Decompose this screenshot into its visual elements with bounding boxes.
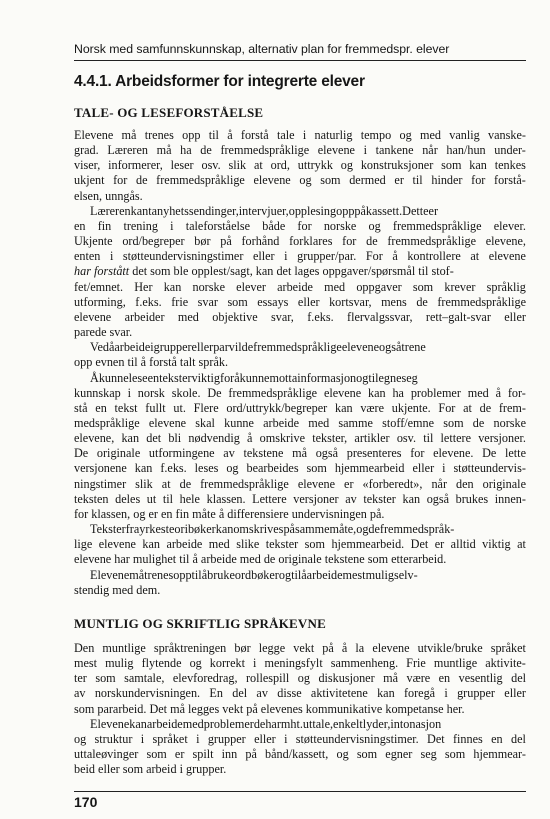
text-line: parede svar. (74, 325, 133, 340)
text-fragment: det som ble opplest/sagt, kan det lages oppgaver/spørsmål til stof- (132, 264, 454, 279)
text-line: medspråklige elevene skal kunne arbeide med samme stoff/emne som de norske (74, 415, 526, 430)
text-line: Elevene må trenes opp til å forstå tale i naturlig tempo og med vanlig vanske- (74, 128, 526, 142)
text-line: versjonene kan f.eks. leses og bearbeides som hjemmearbeid eller i støtteundervis- (74, 461, 526, 476)
text-line: utforming, f.eks. frie svar som essays eller kortsvar, mens de fremmedspråklige (74, 294, 526, 309)
text-line: grad. Læreren må ha de fremmedspråklige elevene i tankene når han/hun under- (74, 143, 526, 158)
text-line: ningstimer slik at de fremmedspråklige elevene er «forberedt», når den originale (74, 476, 526, 491)
text-line: beid eller som arbeid i grupper. (74, 762, 227, 777)
running-head: Norsk med samfunnskunnskap, alternativ plan for fremmedspr. elever (74, 42, 450, 56)
text-line: kunnskap i norsk skole. De fremmedspråklige elevene kan ha problemer med å for- (74, 385, 526, 400)
text-line: Åkunneleseenteksterviktigforåkunnemottainformasjonogtilegneseg (90, 370, 418, 385)
section-title: 4.4.1. Arbeidsformer for integrerte elever (74, 73, 365, 90)
text-line: mest mulig flytende og korrekt i meningsfylt sammenheng. Frie muntlige aktivite- (74, 656, 526, 671)
text-line: Vedåarbeideigrupperellerparvildefremmedspråkligeeleveneogsåtrene (90, 340, 426, 355)
text-line: Ukjente ord/begreper bør på forhånd forklares for de fremmedspråklige elevene, (74, 234, 526, 249)
text-line: og struktur i språket i grupper eller i støtteundervisningstimer. Det finnes en del (74, 731, 526, 746)
text-line: elevene arbeider med objektive svar, f.eks. flervalgssvar, rett–galt-svar eller (74, 309, 526, 324)
subheading-muntlig-og-skriftlig-sprakevne: MUNTLIG OG SKRIFTLIG SPRÅKEVNE (74, 616, 326, 631)
text-line: enten i støtteundervisningstimer eller i grupper/par. For å kontrollere at elevene (74, 249, 526, 264)
text-line: teksten deles ut til hele klassen. Lettere versjoner av tekster kan også brukes innen- (74, 491, 526, 506)
text-line: elevene, kan det bli nødvendig å omskrive tekster, artikler osv. til lettere versjoner. (74, 431, 526, 446)
text-line: viser, informerer, leser osv. slik at ord, uttrykk og konstruksjoner som kan tenkes (74, 158, 526, 173)
text-line: De originale utformingene av tekstene må også presenteres for elevene. De lette (74, 446, 526, 461)
text-line: elsen, unngås. (74, 188, 143, 203)
header-rule (74, 60, 526, 61)
text-line (74, 264, 526, 279)
emphasis-text: har forstått (74, 264, 130, 279)
text-line: for klassen, og er en fin måte å differensiere undervisningen på. (74, 506, 385, 521)
subheading-tale-og-leseforstaelse: TALE- OG LESEFORSTÅELSE (74, 105, 264, 120)
text-line: en fin trening i taleforståelse både for norske og fremmedspråklige elever. (74, 218, 526, 233)
footer-rule (74, 791, 526, 792)
section-muntlig-og-skriftlig-body (74, 641, 526, 777)
text-line: Lærerenkantanyhetssendinger,intervjuer,opplesingopppåkassett.Detteer (90, 203, 439, 218)
text-line: ter som samtale, elevforedrag, rollespill og diskusjoner må være en vesentlig del (74, 671, 526, 686)
text-line: ukjent for de fremmedspråklige elevene og som dermed er til hinder for forstå- (74, 173, 526, 188)
text-line: Teksterfrayrkesteoribøkerkanomskrivespåsammemåte,ogdefremmedspråk- (90, 522, 455, 537)
section-tale-og-leseforstaelse-body (74, 128, 526, 598)
text-line: fet/emnet. Her kan norske elever arbeide med oppgaver som krever språklig (74, 279, 526, 294)
text-line: Elevenekanarbeidemedproblemerdeharmht.uttale,enkeltlyder,intonasjon (90, 716, 442, 731)
text-line: elevene har mulighet til å arbeide med de originale tekstene som etterarbeid. (74, 552, 447, 567)
text-line: uttaleøvinger som er spilt inn på bånd/kassett, og som egner seg som hjemmear- (74, 747, 526, 762)
page-number: 170 (74, 794, 98, 810)
text-line: opp evnen til å forstå talt språk. (74, 355, 228, 370)
text-line: lige elevene kan arbeide med slike tekster som hjemmearbeid. Det er alltid viktig at (74, 537, 526, 552)
text-line: stå en tekst fullt ut. Flere ord/uttrykk/begreper kan være ukjente. For at de frem- (74, 400, 526, 415)
text-line: Den muntlige språktreningen bør legge vekt på å la elevene utvikle/bruke språket (74, 641, 526, 655)
text-line: stendig med dem. (74, 582, 161, 597)
text-line: som pararbeid. Det må legges vekt på elevenes kommunikative kompetanse her. (74, 701, 465, 716)
text-line: av norskundervisningen. En del av disse aktivitetene kan foregå i grupper eller (74, 686, 526, 701)
text-line: Elevenemåtrenesopptilåbrukeordbøkerogtilåarbeidemestmuligselv- (90, 567, 418, 582)
